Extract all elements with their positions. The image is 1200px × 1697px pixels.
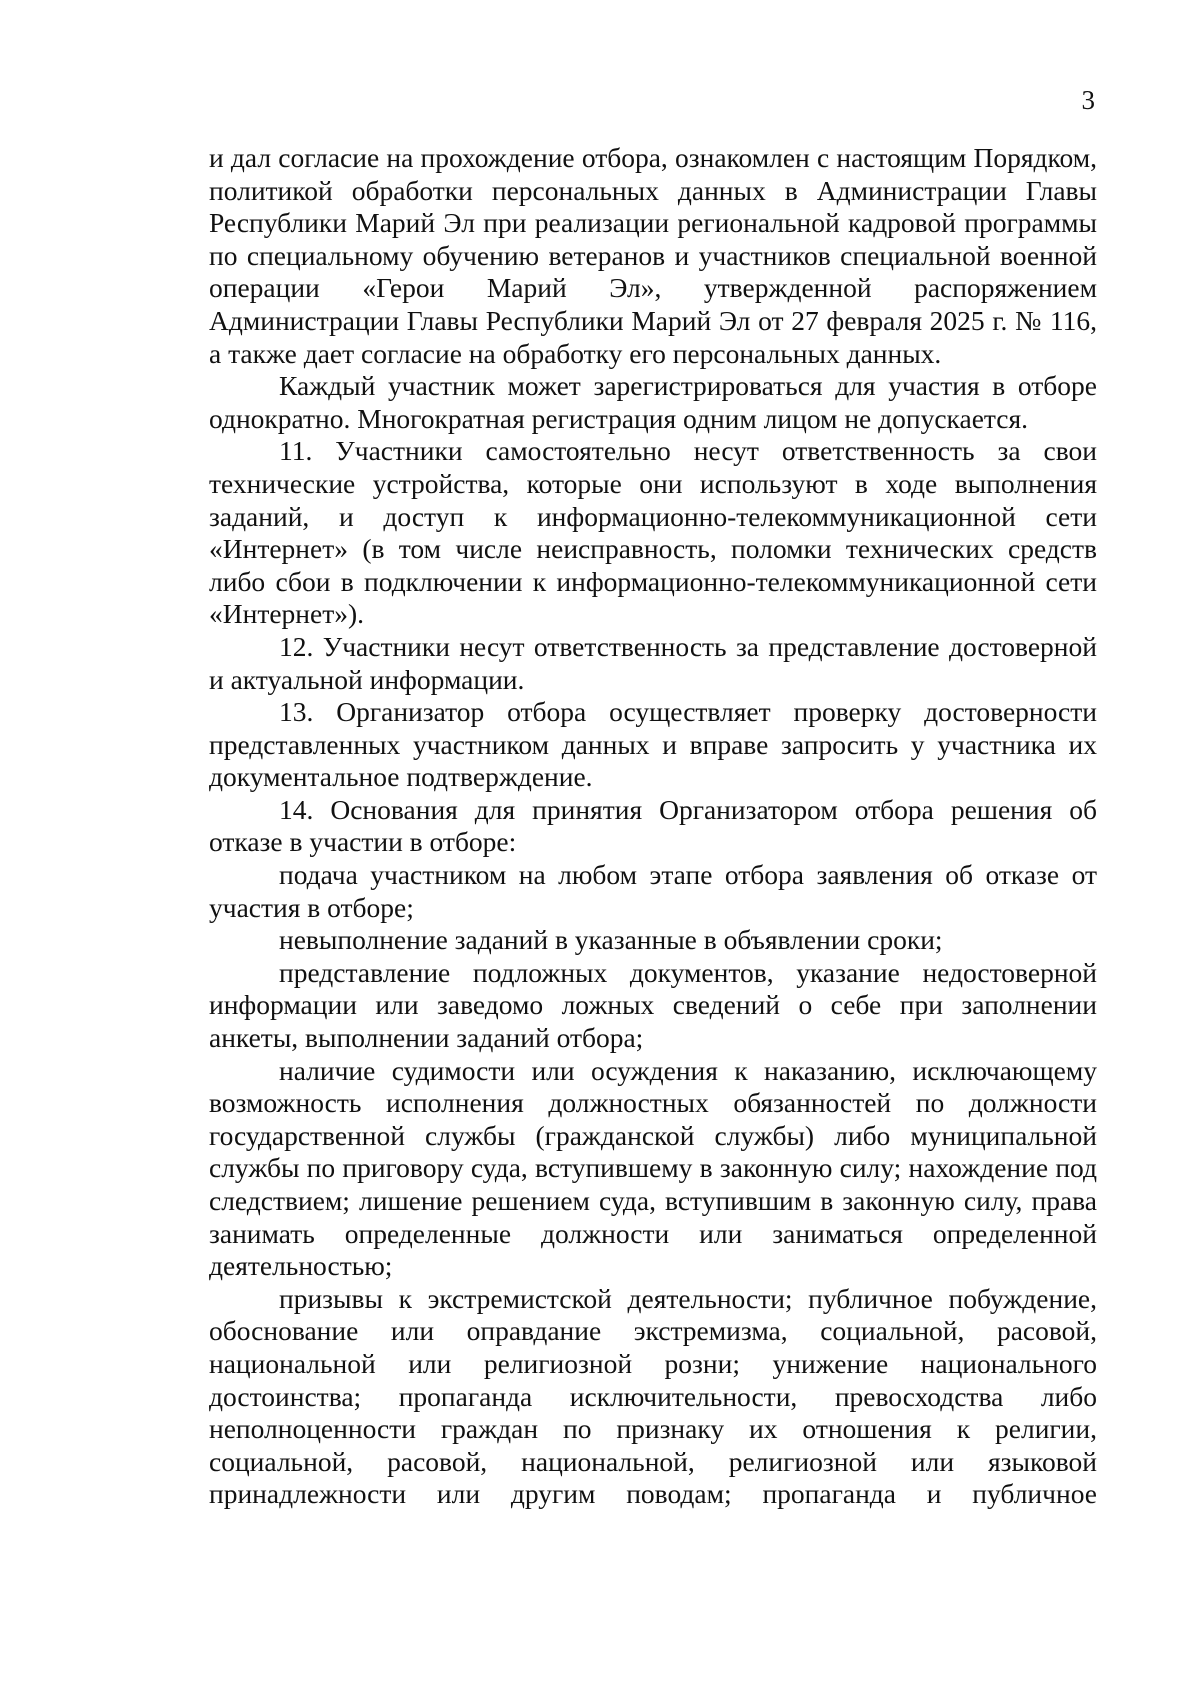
list-item-extremism: призывы к экстремистской деятельности; публичное побуждение, обоснование или оправдание экстремизма, социальной, расовой, национальной или религиозной розни; унижение национального достоинства; пропаганда исключительности, превосходства либо неполноценности граждан по признаку их отношения к религии, социальной, расовой, национальной, религиозной или языковой принадлежности или другим поводам; пропаганда и публичное bbox=[209, 1282, 1097, 1510]
paragraph-item-14: 14. Основания для принятия Организатором отбора решения об отказе в участии в отборе: bbox=[209, 793, 1097, 858]
list-item-withdrawal: подача участником на любом этапе отбора заявления об отказе от участия в отборе; bbox=[209, 859, 1097, 923]
paragraph-item-12: 12. Участники несут ответственность за представление достоверной и актуальной информации. bbox=[209, 630, 1097, 695]
paragraph-item-11: 11. Участники самостоятельно несут ответственность за свои технические устройства, которые они используют в ходе выполнения заданий, и доступ к информационно-телекоммуникационной сети «Интернет» (в том числе неисправность, поломки технических средств либо сбои в подключении к информационно-телекоммуникационной сети «Интернет»). bbox=[209, 435, 1097, 630]
page-number: 3 bbox=[1081, 85, 1095, 115]
paragraph-consent: и дал согласие на прохождение отбора, ознакомлен с настоящим Порядком, политикой обработки персональных данных в Администрации Главы Республики Марий Эл при реализации региональной кадровой программы по специальному обучению ветеранов и участников специальной военной операции «Герои Марий Эл», утвержденной распоряжением Администрации Главы Республики Марий Эл от 27 февраля 2025 г. № 116, а также дает согласие на обработку его персональных данных. bbox=[209, 142, 1097, 369]
list-item-missed-deadline: невыполнение заданий в указанные в объявлении сроки; bbox=[279, 924, 943, 956]
paragraph-item-13: 13. Организатор отбора осуществляет проверку достоверности представленных участником данных и вправе запросить у участника их документальное подтверждение. bbox=[209, 696, 1097, 793]
list-item-false-documents: представление подложных документов, указание недостоверной информации или заведомо ложных сведений о себе при заполнении анкеты, выполнении заданий отбора; bbox=[209, 956, 1097, 1054]
list-item-criminal-record: наличие судимости или осуждения к наказанию, исключающему возможность исполнения должностных обязанностей по должности государственной службы (гражданской службы) либо муниципальной службы по приговору суда, вступившему в законную силу; нахождение под следствием; лишение решением суда, вступившим в законную силу, права занимать определенные должности или заниматься определенной деятельностью; bbox=[209, 1054, 1097, 1282]
paragraph-single-registration: Каждый участник может зарегистрироваться для участия в отборе однократно. Многократная регистрация одним лицом не допускается. bbox=[209, 370, 1097, 434]
document-body bbox=[209, 142, 1097, 1511]
